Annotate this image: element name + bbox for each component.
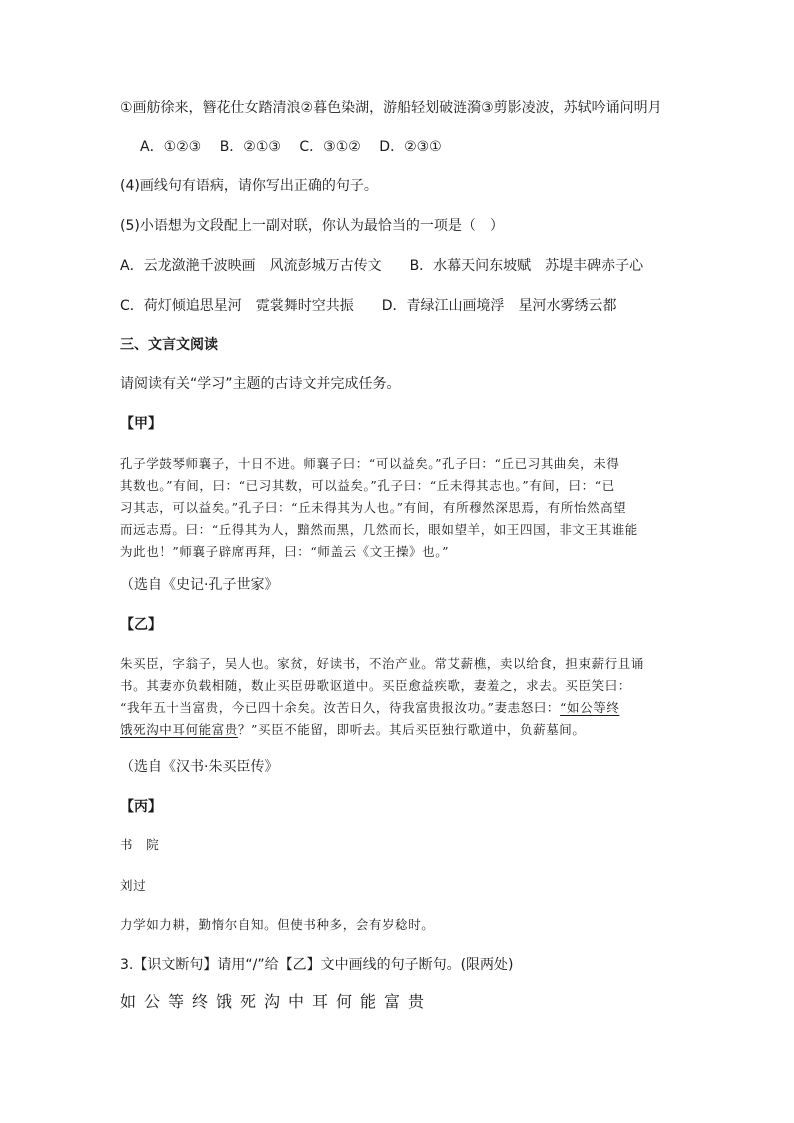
q5-options-row2: C．荷灯倾追思星河 霓裳舞时空共振 D．青绿江山画境浮 星河水雾绣云都 (120, 298, 617, 314)
task-3: 3.【识文断句】请用“/”给【乙】文中画线的句子断句。(限两处) (120, 957, 514, 973)
option-b: B．②①③ (219, 139, 281, 155)
passage-yi-line (120, 698, 619, 718)
underlined-sentence-end: 饿死沟中耳何能富贵 (120, 722, 238, 737)
passage-jia-line: 习其志，可以益矣。”孔子曰：“丘未得其为人也。”有间，有所穆然深思焉，有所怡然高望 (120, 500, 627, 515)
option-d: D．②③① (379, 139, 442, 155)
passage-yi-label: 【乙】 (120, 617, 162, 633)
passage-jia-line: 孔子学鼓琴师襄子，十日不进。师襄子曰：“可以益矣。”孔子曰：“丘已习其曲矣，未得 (120, 456, 620, 471)
underlined-sentence-start: “如公等终 (560, 700, 620, 715)
poem-line: 力学如力耕，勤惰尔自知。但使书种多，会有岁稔时。 (120, 917, 435, 932)
option-c: C．③①② (299, 139, 361, 155)
passage-yi-text: ？”买臣不能留，即听去。其后买臣独行歌道中，负薪墓间。 (237, 722, 586, 737)
section-intro: 请阅读有关“学习”主题的古诗文并完成任务。 (120, 376, 401, 392)
passage-yi-line (120, 720, 586, 740)
sentence-to-punctuate: 如公等终饿死沟中耳何能富贵 (120, 992, 433, 1011)
option-a: A．①②③ (140, 139, 202, 155)
q3-options (140, 137, 456, 157)
passage-bing-label: 【丙】 (120, 799, 162, 815)
passage-yi-line: 朱买臣，字翁子，吴人也。家贫，好读书，不治产业。常艾薪樵，卖以给食，担束薪行且诵 (120, 656, 645, 671)
passage-jia-source: （选自《史记·孔子世家》 (120, 577, 279, 593)
passage-yi-line: 书。其妻亦负载相随，数止买臣毋歌讴道中。买臣愈益疾歌，妻羞之，求去。买臣笑曰： (120, 678, 631, 693)
passage-jia-line: 而远志焉。曰：“丘得其为人，黯然而黑，几然而长，眼如望羊，如王四国，非文王其谁能 (120, 522, 638, 537)
passage-jia-line: 其数也。”有间，曰：“已习其数，可以益矣。”孔子曰：“丘未得其志也。”有间，曰：“已 (120, 478, 615, 493)
question-4: (4)画线句有语病，请你写出正确的句子。 (120, 178, 378, 194)
poem-title: 书 院 (120, 837, 160, 852)
section-heading: 三、文言文阅读 (120, 337, 218, 353)
poem-author: 刘过 (120, 878, 147, 893)
passage-yi-text: “我年五十当富贵，今已四十余矣。汝苦日久，待我富贵报汝功。”妻恚怒曰： (120, 700, 561, 715)
q5-options-row1: A．云龙潋滟千波映画 风流彭城万古传文 B．水幕天问东坡赋 苏堤丰碑赤子心 (120, 258, 644, 274)
passage-jia-label: 【甲】 (120, 416, 162, 432)
passage-jia-line: 为此也！”师襄子辟席再拜，曰：“师盖云《文王操》也。” (120, 544, 450, 559)
question-5: (5)小语想为文段配上一副对联，你认为最恰当的一项是（ ） (120, 218, 504, 234)
passage-yi-source: （选自《汉书·朱买臣传》 (120, 759, 279, 775)
q3-fragments: ①画舫徐来，簪花仕女踏清浪②暮色染湖，游船轻划破涟漪③剪影凌波，苏轼吟诵问明月 (120, 100, 662, 116)
